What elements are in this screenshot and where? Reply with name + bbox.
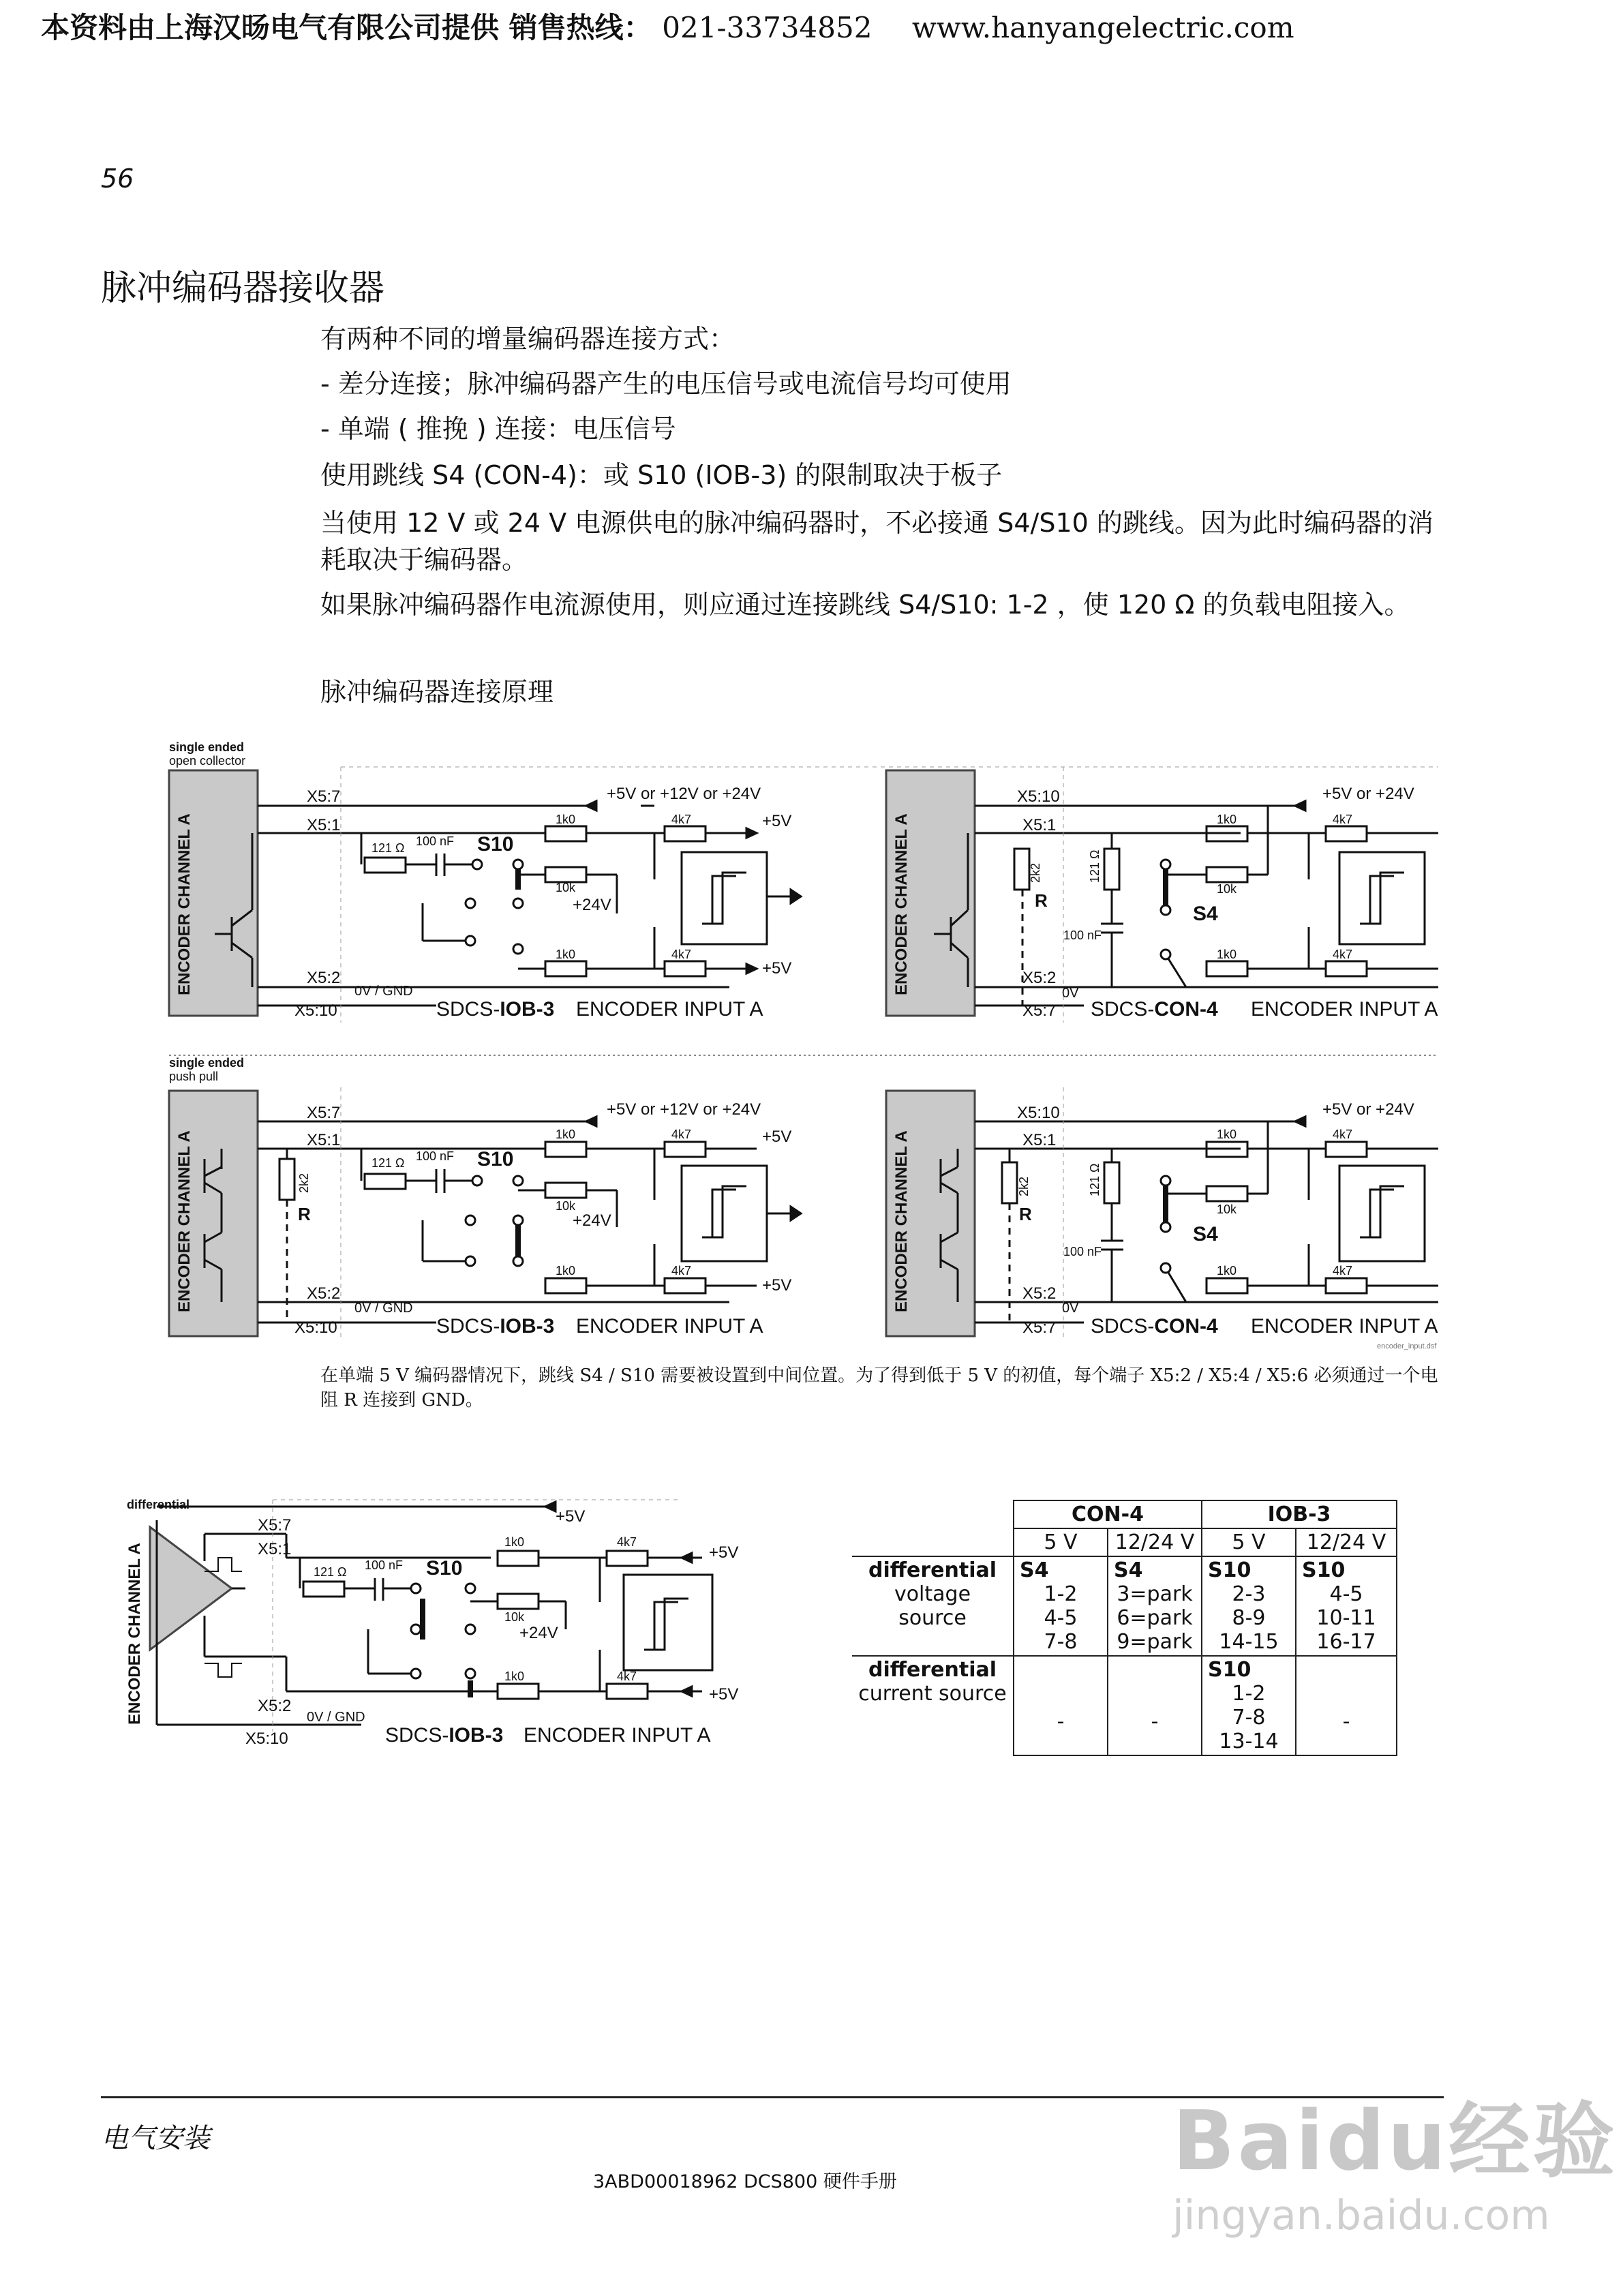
table-voltage-4: 12/24 V xyxy=(1296,1528,1397,1556)
paragraph-1: 有两种不同的增量编码器连接方式： xyxy=(320,324,735,354)
label-s10-1: S10 xyxy=(477,833,514,856)
label-single-ended-2: single ended xyxy=(169,1056,245,1070)
section-heading: 脉冲编码器接收器 xyxy=(101,268,385,309)
paragraph-4: 使用跳线 S4 (CON-4)：或 S10 (IOB-3) 的限制取决于板子 xyxy=(320,460,1003,490)
label-x52-2: X5:2 xyxy=(1022,969,1057,987)
label-x57-3: X5:7 xyxy=(307,1104,341,1122)
label-1k0-3b: 1k0 xyxy=(556,1264,576,1278)
label-open-collector: open collector xyxy=(169,754,246,768)
label-4k7-5b: 4k7 xyxy=(617,1670,637,1683)
label-x52-1: X5:2 xyxy=(307,969,341,987)
label-x51-1: X5:1 xyxy=(307,816,341,834)
label-4k7-2b: 4k7 xyxy=(1333,948,1353,961)
label-5v-3b: +5V xyxy=(762,1276,792,1295)
label-5v-3a: +5V xyxy=(762,1128,792,1146)
label-10k-5: 10k xyxy=(504,1610,525,1624)
paragraph-2: - 差分连接；脉冲编码器产生的电压信号或电流信号均可使用 xyxy=(320,369,1012,399)
cell: 2-3 xyxy=(1232,1582,1266,1606)
label-121-4: 121 Ω xyxy=(1088,1163,1102,1196)
table-voltage-2: 12/24 V xyxy=(1108,1528,1202,1556)
cell: 10-11 xyxy=(1316,1606,1376,1630)
label-s4-2: S4 xyxy=(1193,903,1218,925)
label-input-1: ENCODER INPUT A xyxy=(576,998,763,1021)
label-0v-4: 0V xyxy=(1062,1301,1079,1316)
label-supply-2: +5V or +24V xyxy=(1322,785,1414,803)
label-s10-3: S10 xyxy=(477,1148,514,1170)
label-2k2-4: 2k2 xyxy=(1017,1176,1031,1196)
label-5v-5b: +5V xyxy=(709,1543,739,1562)
label-10k-4: 10k xyxy=(1217,1203,1237,1216)
label-x510-4: X5:10 xyxy=(1017,1104,1060,1122)
cell-head: S4 xyxy=(1020,1558,1049,1582)
label-x57-2: X5:7 xyxy=(1022,1001,1057,1020)
label-gnd-5: 0V / GND xyxy=(307,1710,365,1725)
label-channel-2: ENCODER CHANNEL A xyxy=(892,813,911,995)
cell: 4-5 xyxy=(1044,1606,1078,1630)
label-10k-2: 10k xyxy=(1217,882,1237,896)
label-r-2: R xyxy=(1035,890,1048,911)
label-gnd-3: 0V / GND xyxy=(354,1301,413,1316)
label-121-3: 121 Ω xyxy=(371,1156,405,1170)
label-2k2-3: 2k2 xyxy=(297,1173,311,1193)
footer-doc: 3ABD00018962 DCS800 硬件手册 xyxy=(593,2171,897,2192)
label-x52-4: X5:2 xyxy=(1022,1284,1057,1303)
label-x51-3: X5:1 xyxy=(307,1131,341,1149)
label-s4-4: S4 xyxy=(1193,1223,1218,1245)
label-1k0-3a: 1k0 xyxy=(556,1128,576,1141)
row-label-bold: differential xyxy=(868,1658,997,1682)
label-100nf-4: 100 nF xyxy=(1063,1245,1102,1258)
cell: - xyxy=(1057,1709,1065,1734)
label-x51-2: X5:1 xyxy=(1022,816,1057,834)
label-channel-1: ENCODER CHANNEL A xyxy=(175,813,194,995)
table-group-iob3: IOB-3 xyxy=(1202,1500,1397,1528)
paragraph-7: 脉冲编码器连接原理 xyxy=(320,677,554,707)
label-100nf-3: 100 nF xyxy=(416,1149,455,1163)
label-input-4: ENCODER INPUT A xyxy=(1251,1315,1438,1338)
cell-head: S10 xyxy=(1208,1558,1252,1582)
label-4k7-3b: 4k7 xyxy=(671,1264,692,1278)
banner-hotline-label: 销售热线： xyxy=(509,11,652,44)
label-x51-5: X5:1 xyxy=(258,1540,292,1558)
cell: 7-8 xyxy=(1044,1630,1078,1654)
label-1k0-5b: 1k0 xyxy=(504,1670,525,1683)
label-input-3: ENCODER INPUT A xyxy=(576,1315,763,1338)
jumper-table xyxy=(852,1500,1397,1756)
cell: 8-9 xyxy=(1232,1606,1266,1630)
label-single-ended-1: single ended xyxy=(169,740,245,754)
banner-phone: 021-33734852 xyxy=(662,11,873,44)
label-4k7-3a: 4k7 xyxy=(671,1128,692,1141)
label-24v-3: +24V xyxy=(573,1211,611,1230)
label-1k0-4a: 1k0 xyxy=(1217,1128,1237,1141)
label-supply-1: +5V or +12V or +24V xyxy=(607,785,761,803)
cell: 13-14 xyxy=(1219,1729,1279,1753)
label-24v-1: +24V xyxy=(573,896,611,914)
label-1k0-2b: 1k0 xyxy=(1217,948,1237,961)
label-24v-5: +24V xyxy=(519,1624,558,1642)
table-corner xyxy=(852,1500,1014,1528)
cell: 1-2 xyxy=(1232,1682,1266,1706)
label-x510-5: X5:10 xyxy=(245,1729,288,1748)
row-label-bold: differential xyxy=(868,1558,997,1582)
label-supply-4: +5V or +24V xyxy=(1322,1100,1414,1119)
cell: 14-15 xyxy=(1219,1630,1279,1654)
label-input-5: ENCODER INPUT A xyxy=(524,1724,711,1747)
paragraph-3: - 单端 ( 推挽 ) 连接：电压信号 xyxy=(320,414,676,444)
label-x57-1: X5:7 xyxy=(307,787,341,806)
label-board-3: SDCS-IOB-3 xyxy=(436,1315,555,1338)
label-4k7-1b: 4k7 xyxy=(671,948,692,961)
label-x510-3: X5:10 xyxy=(294,1318,337,1337)
row-label: current source xyxy=(858,1682,1007,1706)
label-x51-4: X5:1 xyxy=(1022,1131,1057,1149)
label-2k2-2: 2k2 xyxy=(1029,862,1042,883)
label-push-pull: push pull xyxy=(169,1070,219,1083)
label-121-5: 121 Ω xyxy=(314,1565,347,1579)
label-x57-5: X5:7 xyxy=(258,1516,292,1535)
label-5v-1a: +5V xyxy=(762,812,792,830)
label-board-4: SDCS-CON-4 xyxy=(1091,1315,1218,1338)
cell: 16-17 xyxy=(1316,1630,1376,1654)
cell-head: S10 xyxy=(1208,1658,1252,1682)
label-differential: differential xyxy=(127,1498,190,1511)
label-121-2: 121 Ω xyxy=(1088,849,1102,883)
label-channel-5: ENCODER CHANNEL A xyxy=(125,1543,144,1725)
cell: 3=park xyxy=(1117,1582,1193,1606)
page-number: 56 xyxy=(101,164,134,194)
label-x57-4: X5:7 xyxy=(1022,1318,1057,1337)
table-row xyxy=(852,1656,1397,1755)
label-4k7-2a: 4k7 xyxy=(1333,813,1353,826)
cell: 4-5 xyxy=(1329,1582,1363,1606)
label-s10-5: S10 xyxy=(426,1557,463,1580)
banner-company: 本资料由上海汉旸电气有限公司提供 xyxy=(41,11,500,44)
cell: 9=park xyxy=(1117,1630,1193,1654)
label-r-3: R xyxy=(298,1204,311,1224)
paragraph-5: 当使用 12 V 或 24 V 电源供电的脉冲编码器时，不必接通 S4/S10 的跳线。因为此时编码器的消耗取决于编码器。 xyxy=(320,508,1434,575)
label-1k0-2a: 1k0 xyxy=(1217,813,1237,826)
table-voltage-3: 5 V xyxy=(1202,1528,1296,1556)
label-board-2: SDCS-CON-4 xyxy=(1091,998,1218,1021)
label-121-1: 121 Ω xyxy=(371,841,405,855)
label-100nf-2: 100 nF xyxy=(1063,928,1102,942)
label-5v-1b: +5V xyxy=(762,959,792,978)
paragraph-6: 如果脉冲编码器作电流源使用，则应通过连接跳线 S4/S10: 1-2 ，使 120 Ω 的负载电阻接入。 xyxy=(320,590,1410,620)
label-4k7-5a: 4k7 xyxy=(617,1535,637,1549)
watermark-url: jingyan.baidu.com xyxy=(1172,2192,1550,2239)
cell: 6=park xyxy=(1117,1606,1193,1630)
label-1k0-5a: 1k0 xyxy=(504,1535,525,1549)
label-board-1: SDCS-IOB-3 xyxy=(436,998,555,1021)
table-row xyxy=(852,1556,1397,1656)
note-text: 在单端 5 V 编码器情况下，跳线 S4 / S10 需要被设置到中间位置。为了得到低于 5 V 的初值，每个端子 X5:2 / X5:4 / X5:6 必须通过一个电阻 R 连接到 GND。 xyxy=(320,1365,1438,1410)
row-label: voltage source xyxy=(894,1582,971,1630)
label-channel-3: ENCODER CHANNEL A xyxy=(175,1130,194,1312)
label-5v-5a: +5V xyxy=(556,1507,586,1526)
label-x52-5: X5:2 xyxy=(258,1697,292,1715)
label-100nf-5: 100 nF xyxy=(365,1558,404,1572)
label-100nf-1: 100 nF xyxy=(416,834,455,848)
table-voltage-1: 5 V xyxy=(1014,1528,1108,1556)
label-x510-2: X5:10 xyxy=(1017,787,1060,806)
label-gnd-1: 0V / GND xyxy=(354,984,413,999)
label-board-5: SDCS-IOB-3 xyxy=(385,1724,504,1747)
label-10k-1: 10k xyxy=(556,881,576,894)
label-input-2: ENCODER INPUT A xyxy=(1251,998,1438,1021)
label-0v-2: 0V xyxy=(1062,986,1079,1001)
cell-head: S4 xyxy=(1114,1558,1143,1582)
label-4k7-4b: 4k7 xyxy=(1333,1264,1353,1278)
table-group-con4: CON-4 xyxy=(1014,1500,1202,1528)
cell: - xyxy=(1342,1709,1350,1734)
label-4k7-4a: 4k7 xyxy=(1333,1128,1353,1141)
label-4k7-1a: 4k7 xyxy=(671,813,692,826)
label-1k0-1b: 1k0 xyxy=(556,948,576,961)
label-x52-3: X5:2 xyxy=(307,1284,341,1303)
label-5v-5c: +5V xyxy=(709,1685,739,1704)
table-corner-2 xyxy=(852,1528,1014,1556)
watermark-brand: Baidu经验 xyxy=(1172,2094,1618,2189)
label-r-4: R xyxy=(1019,1204,1032,1224)
label-file-tag: encoder_input.dsf xyxy=(1377,1342,1437,1350)
cell: - xyxy=(1151,1709,1159,1734)
label-10k-3: 10k xyxy=(556,1199,576,1213)
label-supply-3: +5V or +12V or +24V xyxy=(607,1100,761,1119)
cell: 1-2 xyxy=(1044,1582,1078,1606)
banner-website[interactable]: www.hanyangelectric.com xyxy=(911,11,1294,44)
label-1k0-1a: 1k0 xyxy=(556,813,576,826)
cell-head: S10 xyxy=(1302,1558,1346,1582)
cell: 7-8 xyxy=(1232,1706,1266,1729)
label-channel-4: ENCODER CHANNEL A xyxy=(892,1130,911,1312)
footer-section: 电气安装 xyxy=(101,2123,210,2154)
label-x510-1: X5:10 xyxy=(294,1001,337,1020)
label-1k0-4b: 1k0 xyxy=(1217,1264,1237,1278)
